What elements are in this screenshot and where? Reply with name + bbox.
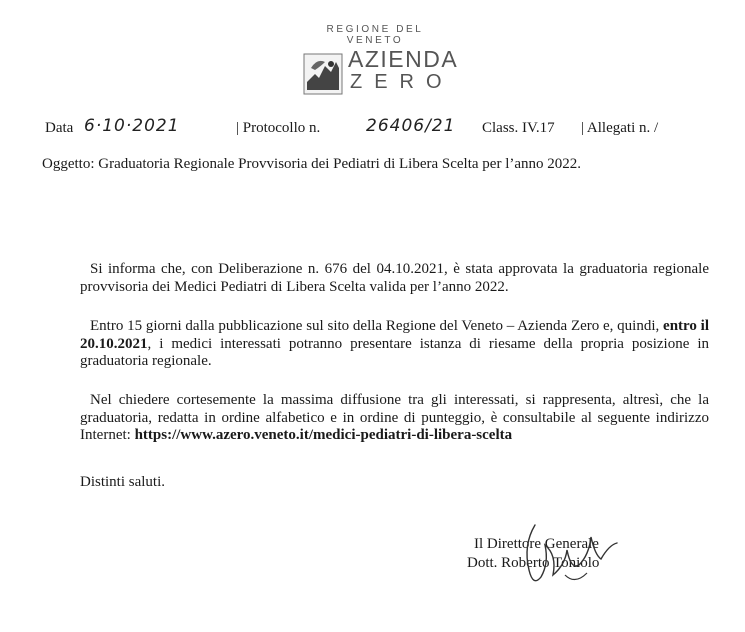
signatory-title: Il Direttore Generale [474,536,599,552]
paragraph-1-text: Si informa che, con Deliberazione n. 676 del 04.10.2021, è stata approvata la graduatoria regionale provvisoria dei Medici Pediatri di Libera Scelta valida per l’anno 2022. [80,261,709,295]
handwritten-signature [505,515,645,595]
paragraph-2-text-a: Entro 15 giorni dalla pubblicazione sul sito della Regione del Veneto – Azienda Zero e, quindi, [90,318,664,334]
classification: Class. IV.17 [482,120,555,136]
protocol-label: | Protocollo n. [236,120,321,136]
paragraph-2-text-b: , i medici interessati potranno presentare istanza di riesame della propria posizione in graduatoria regionale. [80,335,709,369]
website-link[interactable]: https://www.azero.veneto.it/medici-pediatri-di-libera-scelta [134,427,513,443]
org-name-line1: AZIENDA [348,46,459,72]
paragraph-1 [80,261,709,296]
date-label: Data [45,120,74,136]
paragraph-3-text: Nel chiedere cortesemente la massima diffusione tra gli interessati, si rappresenta, altresì, che la graduatoria, redatta in ordine alfabetico e in ordine di punteggio, è consultabile al seguente indirizzo Internet: [80,392,709,443]
deadline-date: entro il 20.10.2021 [80,318,710,352]
signatory-name: Dott. Roberto Toniolo [467,555,600,571]
attachments: | Allegati n. / [581,120,659,136]
paragraph-3 [80,392,709,445]
protocol-value: 26406/21 [366,116,456,136]
date-value: 6·10·2021 [84,116,180,136]
lion-emblem-icon [303,52,343,96]
paragraph-2 [80,318,709,371]
org-name-line2: ZERO [350,71,454,93]
closing-greeting: Distinti saluti. [80,474,166,490]
subject-line: Oggetto: Graduatoria Regionale Provvisoria dei Pediatri di Libera Scelta per l’anno 2022. [42,156,582,172]
region-label: REGIONE DEL VENETO [326,24,424,46]
